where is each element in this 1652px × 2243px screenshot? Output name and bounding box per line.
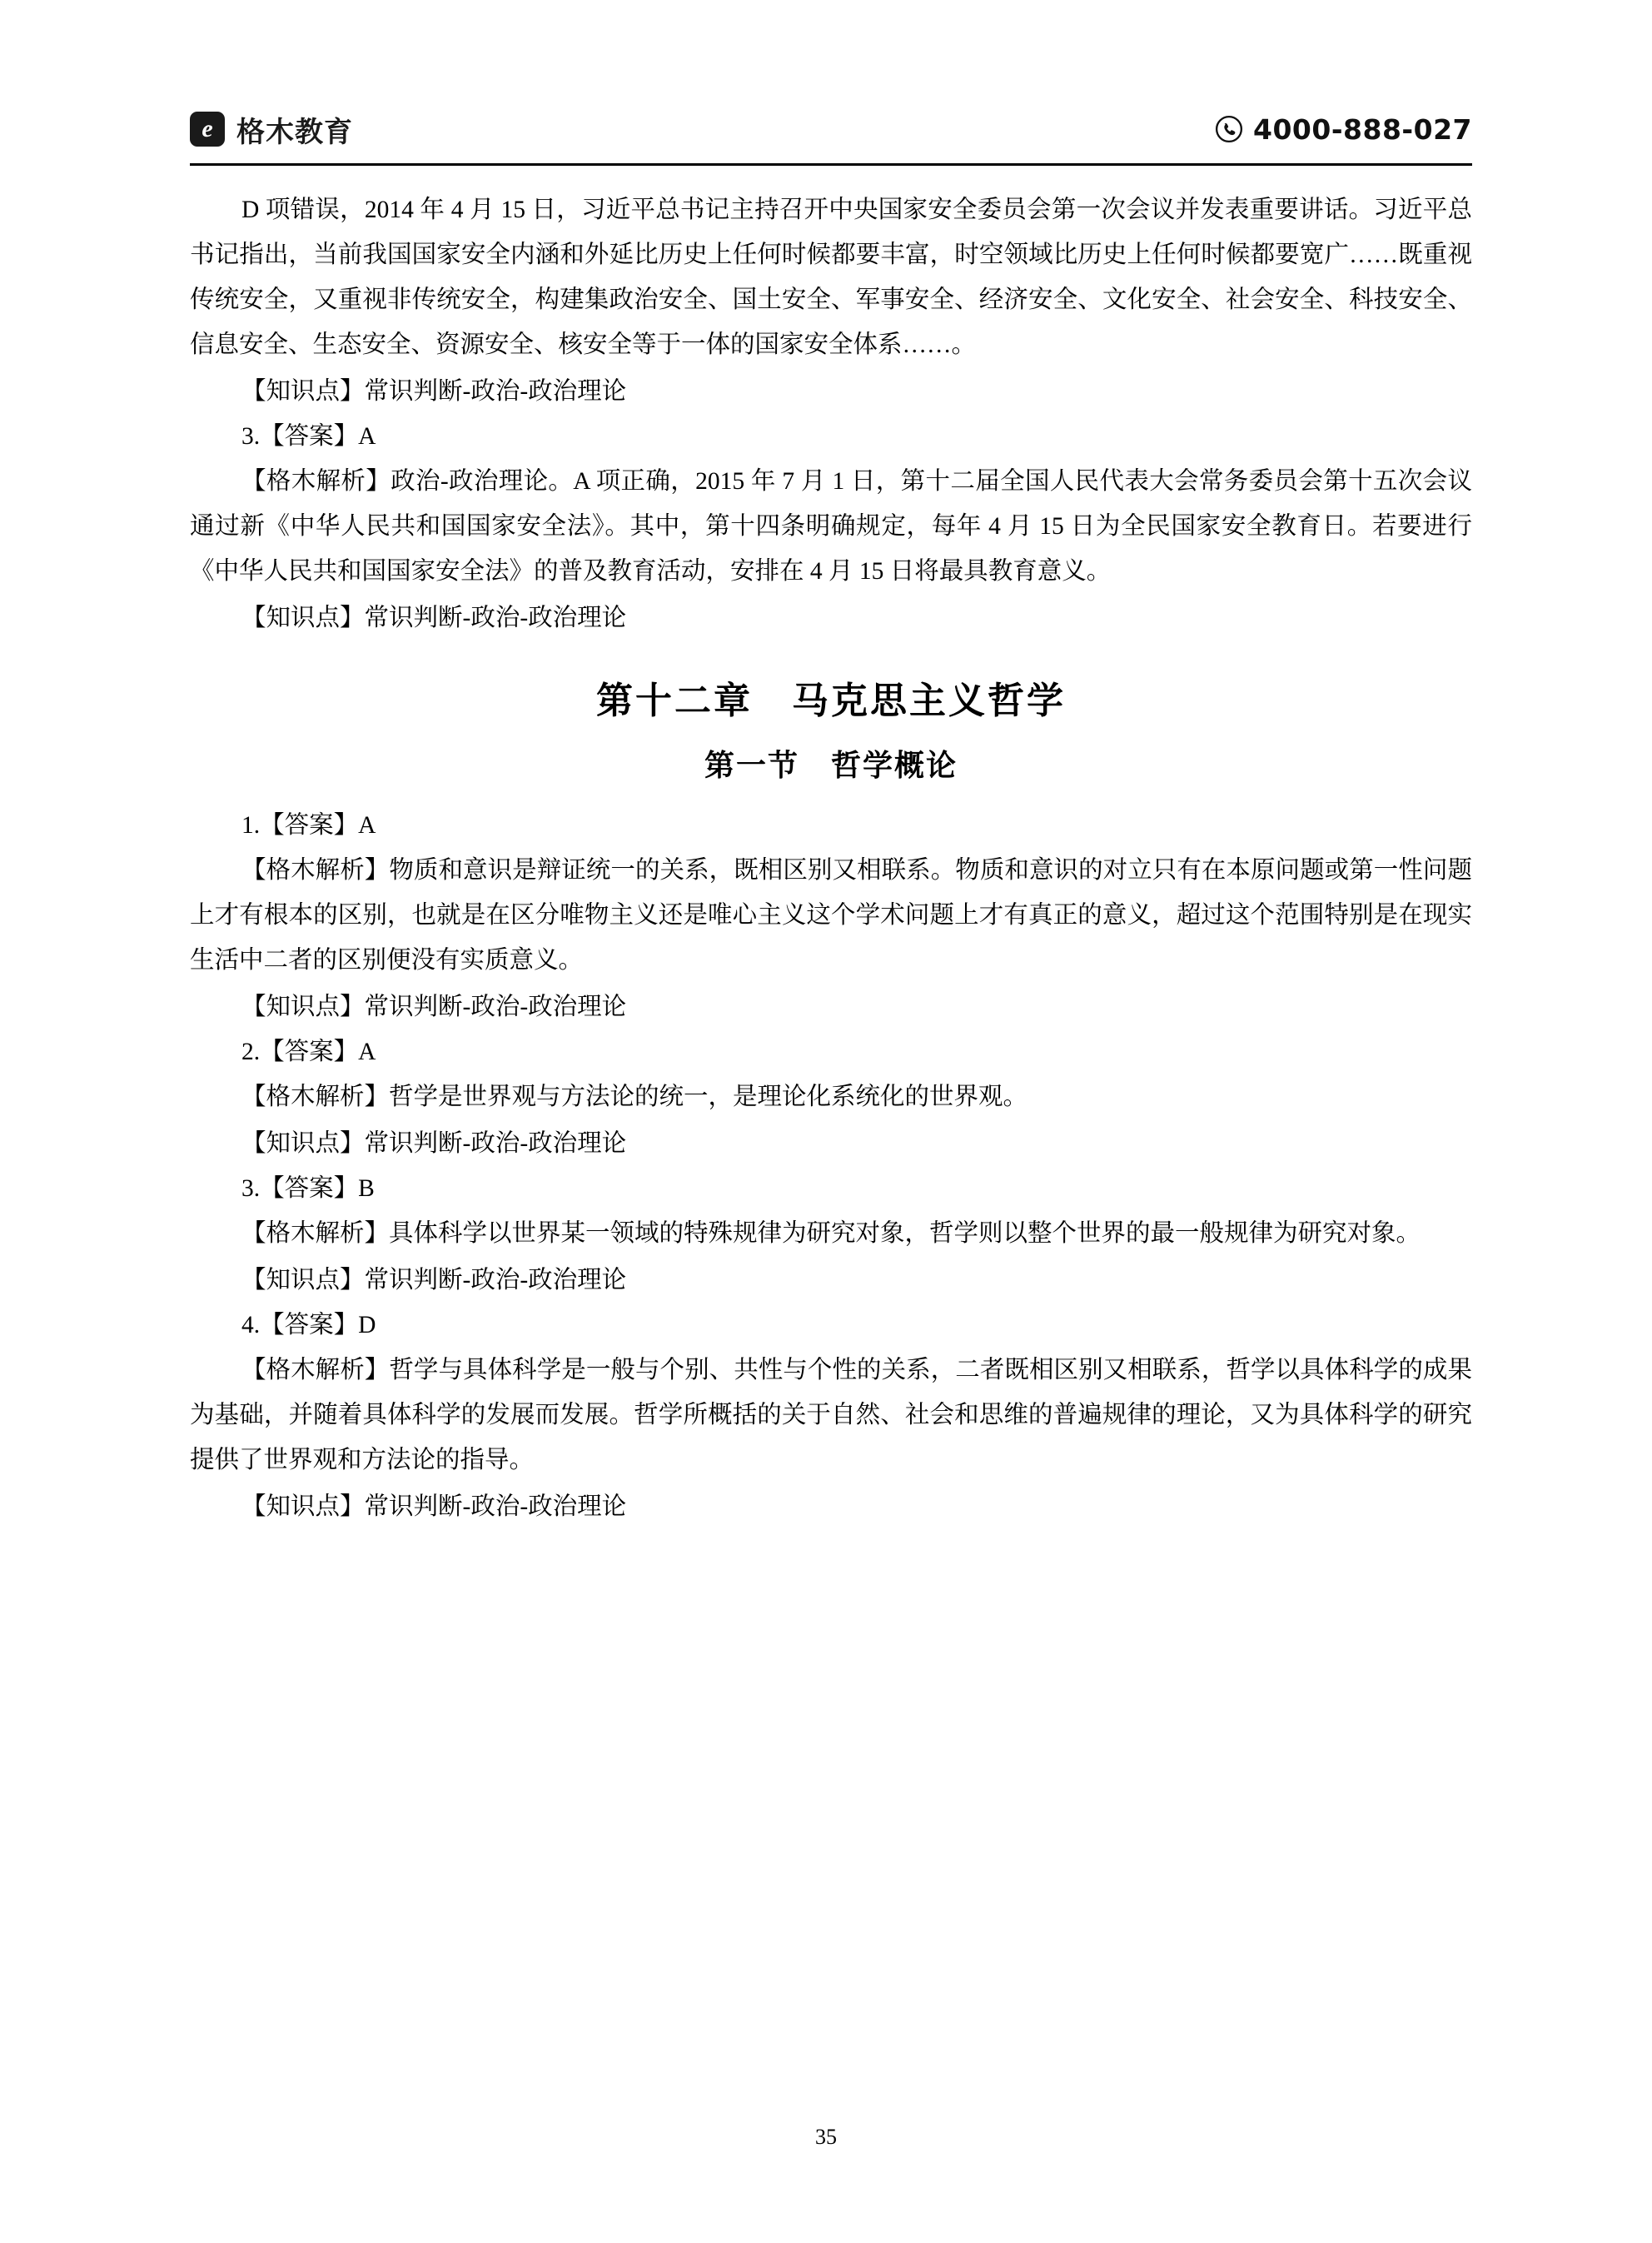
explanation-3: 【格木解析】政治-政治理论。A 项正确，2015 年 7 月 1 日，第十二届全国人民代表大会常务委员会第十五次会议通过新《中华人民共和国国家安全法》。其中，第十四条明确规定，每年 4 月 15 日为全民国家安全教育日。若要进行《中华人民共和国国家安全法》的普及教育活动，安排在 4 月 15 日将最具教育意义。 — [190, 468, 1472, 585]
answer-line-3b: 3.【答案】B — [241, 1175, 375, 1202]
brand-name: 格木教育 — [236, 115, 353, 149]
phone-icon — [1215, 115, 1243, 143]
explanation-1: 【格木解析】物质和意识是辩证统一的关系，既相区别又相联系。物质和意识的对立只有在本原问题或第一性问题上才有根本的区别，也就是在区分唯物主义还是唯心主义这个学术问题上才有真正的意义，超过这个范围特别是在现实生活中二者的区别便没有实质意义。 — [190, 857, 1472, 974]
explanation-4: 【格木解析】哲学与具体科学是一般与个别、共性与个性的关系，二者既相区别又相联系，哲学以具体科学的成果为基础，并随着具体科学的发展而发展。哲学所概括的关于自然、社会和思维的普遍规律的理论，又为具体科学的研究提供了世界观和方法论的指导。 — [190, 1357, 1472, 1473]
header-divider — [190, 163, 1472, 166]
answer-line-3: 3.【答案】A — [241, 423, 376, 450]
hotline-number: 4000-888-027 — [1252, 112, 1472, 146]
answer-line-4: 4.【答案】D — [241, 1312, 376, 1338]
section-title: 第一节 哲学概论 — [704, 748, 958, 783]
hotline — [1215, 113, 1472, 146]
knowledge-point: 【知识点】常识判断-政治-政治理论 — [241, 994, 627, 1020]
knowledge-point: 【知识点】常识判断-政治-政治理论 — [241, 1267, 627, 1293]
knowledge-point: 【知识点】常识判断-政治-政治理论 — [241, 1493, 627, 1520]
page-header — [190, 100, 1472, 158]
knowledge-point: 【知识点】常识判断-政治-政治理论 — [241, 378, 627, 405]
page-number: 35 — [815, 2125, 837, 2149]
knowledge-point: 【知识点】常识判断-政治-政治理论 — [241, 605, 627, 631]
brand-logo — [190, 109, 353, 150]
brand-mark-icon: e — [190, 112, 225, 147]
paragraph-d-item: D 项错误，2014 年 4 月 15 日，习近平总书记主持召开中央国家安全委员会第一次会议并发表重要讲话。习近平总书记指出，当前我国国家安全内涵和外延比历史上任何时候都要丰富，时空领域比历史上任何时候都要宽广……既重视传统安全，又重视非传统安全，构建集政治安全、国土安全、军事安全、经济安全、文化安全、社会安全、科技安全、信息安全、生态安全、资源安全、核安全等于一体的国家安全体系……。 — [190, 197, 1472, 358]
chapter-title: 第十二章 马克思主义哲学 — [596, 680, 1066, 722]
answer-line-1: 1.【答案】A — [241, 812, 376, 839]
page-content — [190, 100, 1472, 1529]
answer-line-2: 2.【答案】A — [241, 1039, 376, 1065]
knowledge-point: 【知识点】常识判断-政治-政治理论 — [241, 1130, 627, 1157]
explanation-2: 【格木解析】哲学是世界观与方法论的统一，是理论化系统化的世界观。 — [241, 1084, 1028, 1110]
explanation-3b: 【格木解析】具体科学以世界某一领域的特殊规律为研究对象，哲学则以整个世界的最一般规律为研究对象。 — [241, 1220, 1421, 1247]
